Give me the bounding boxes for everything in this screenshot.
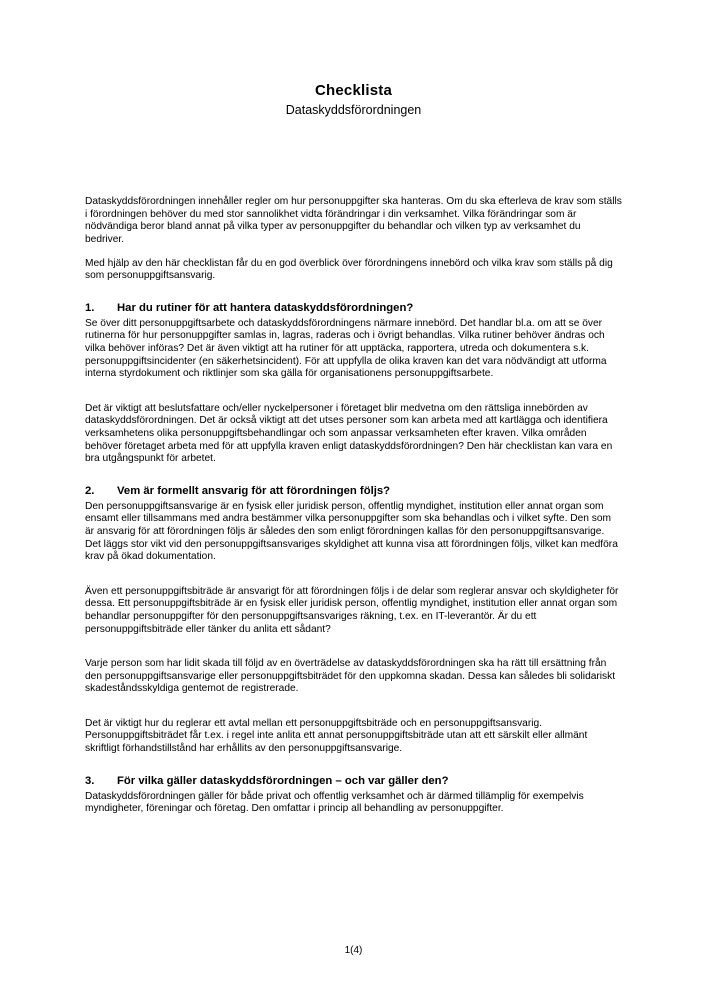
intro-paragraph-2: Med hjälp av den här checklistan får du en god överblick över förordningens innebörd och vilka krav som ställs på dig som personuppgiftsansvarig. (85, 257, 613, 282)
section-3-number: 3. (85, 774, 95, 787)
spacer (85, 392, 622, 403)
intro-block (85, 196, 622, 283)
section-1-paragraph-1: Se över ditt personuppgiftsarbete och dataskyddsförordningens närmare innebörd. Det handlar bl.a. om att se över rutinerna för hur personuppgifter samlas in, lagras, raderas och i övrigt behandlas. Vilka rutiner behöver ändras och vilka behöver införas? Det är även viktigt att ha rutiner för att upptäcka, rapportera, utreda och dokumentera s.k. personuppgiftsincidenter (en säkerhetsincident). För att uppfylla de olika kraven kan det vara nödvändigt att utforma interna styrdokument och riktlinjer som ska gälla för organisationens personuppgiftsarbete. (85, 317, 607, 380)
document-content (85, 0, 622, 816)
section-2-paragraph-2: Även ett personuppgiftsbiträde är ansvarigt för att förordningen följs i de delar som reglerar ansvar och skyldigheter för dessa. Ett personuppgiftsbiträde är en fysisk eller juridisk person, offentlig myndighet, institution eller annat organ som behandlar personuppgifter för den personuppgiftsansvariges räkning, t.ex. en IT-leverantör. Är du ett personuppgiftsbiträde eller tänker du anlita ett sådant? (85, 585, 619, 635)
page-title: Checklista (314, 82, 393, 99)
page-number: 1(4) (344, 945, 363, 956)
section-2-paragraph-3: Varje person som har lidit skada till följd av en överträdelse av dataskyddsförordningen ska ha rätt till ersättning från den personuppgiftsansvarige eller personuppgiftsbiträdet för den uppkomna skadan. Dessa kan således bli solidariskt skadeståndsskyldiga gentemot de registrerade. (85, 658, 616, 695)
section-3 (85, 775, 622, 816)
spacer (85, 647, 622, 658)
page-subtitle: Dataskyddsförordningen (285, 103, 422, 117)
section-2-number: 2. (85, 484, 95, 497)
section-2-title: Vem är formellt ansvarig för att förordningen följs? (117, 484, 391, 497)
document-header (85, 82, 622, 118)
section-2-paragraph-1: Den personuppgiftsansvarige är en fysisk eller juridisk person, offentlig myndighet, institution eller annat organ som ensamt eller tillsammans med andra bestämmer vilka personuppgifter som ska behandlas och i vilket syfte. Den som är ansvarig för att förordningen följs är således den som enligt förordningen kallas för den personuppgiftsansvarige. Det läggs stor vikt vid den personuppgiftsansvariges skyldighet att kunna visa att förordningen följs, vilket kan medföra krav på ökad dokumentation. (85, 500, 618, 563)
section-3-heading (85, 775, 622, 787)
section-2-paragraph-4: Det är viktigt hur du reglerar ett avtal mellan ett personuppgiftsbiträde och en personuppgiftsansvarig. Personuppgiftsbiträdet får t.ex. i regel inte anlita ett annat personuppgiftsbiträde utan att ett särskilt eller allmänt skriftligt förhandstillstånd har erhållits av den personuppgiftsansvarige. (85, 717, 588, 755)
section-3-paragraph-1: Dataskyddsförordningen gäller för både privat och offentlig verksamhet och är därmed tillämplig för exempelvis myndigheter, föreningar och företag. Den omfattar i princip all behandling av personuppgifter. (85, 790, 584, 815)
section-1-heading (85, 302, 622, 314)
page-footer (0, 945, 707, 956)
section-1-title: Har du rutiner för att hantera dataskyddsförordningen? (117, 301, 414, 314)
intro-paragraph-1: Dataskyddsförordningen innehåller regler om hur personuppgifter ska hanteras. Om du ska efterleva de krav som ställs i förordningen behöver du med stor sannolikhet vidta förändringar i din verksamhet. Vilka förändringar som är nödvändiga beror bland annat på vilka typer av personuppgifter du behandlar och vilken typ av verksamhet du bedriver. (85, 196, 622, 246)
section-3-title: För vilka gäller dataskyddsförordningen – och var gäller den? (117, 774, 449, 787)
section-1-paragraph-2: Det är viktigt att beslutsfattare och/eller nyckelpersoner i företaget blir medvetna om den rättsliga innebörden av dataskyddsförordningen. Det är också viktigt att det utses personer som kan arbeta med att kartlägga och identifiera verksamhetens olika personuppgiftsbehandlingar och som anpassar verksamheten efter kraven. Vilka områden behöver företaget arbeta med för att uppfylla kraven enligt dataskyddsförordningen? Den här checklistan kan vara en bra utgångspunkt för arbetet. (85, 402, 613, 465)
spacer (85, 707, 622, 718)
section-1 (85, 302, 622, 466)
section-2 (85, 485, 622, 756)
section-2-heading (85, 485, 622, 497)
section-1-number: 1. (85, 301, 95, 314)
spacer (85, 575, 622, 586)
